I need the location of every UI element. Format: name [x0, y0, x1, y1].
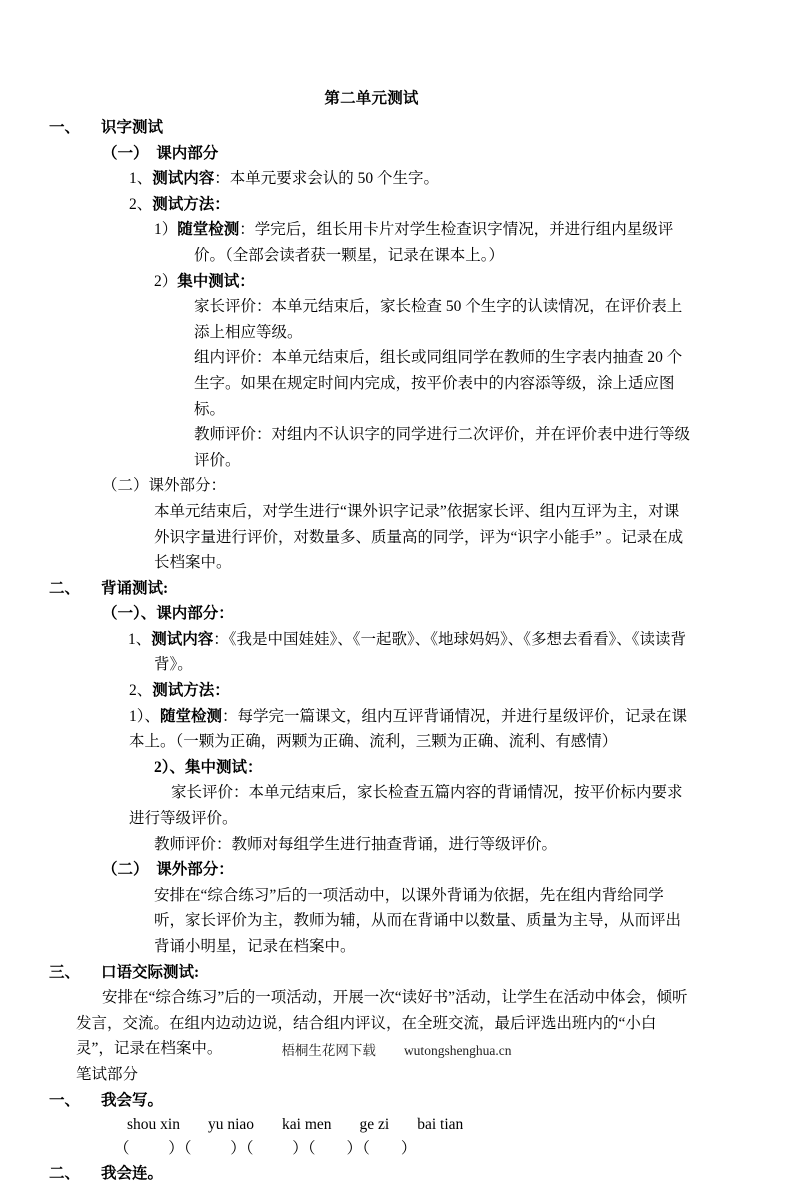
section-2-sub-item-1: [129, 704, 694, 755]
page-footer: [0, 1039, 793, 1059]
section-1-item-2: [129, 192, 694, 218]
section-1-number: 一、: [49, 119, 81, 136]
answer-box-3[interactable]: （ ）: [245, 1140, 308, 1158]
section-2-sub-item-1-text: ：每学完一篇课文，组内互评背诵情况，并进行星级评价，记录在课本上。（一颗为正确，两颗为正确、流利，三颗为正确、流利、有感情）: [129, 707, 688, 751]
pinyin-word-3: kai men: [282, 1116, 332, 1134]
section-1-item-1-number: 1、: [129, 170, 153, 188]
exercise-1-title: 我会写。: [101, 1091, 164, 1109]
section-1-sub-item-2-label: 集中测试: [177, 272, 240, 290]
section-3-number: 三、: [49, 963, 81, 981]
section-1-item-2-label: 测试方法: [152, 195, 215, 213]
pinyin-word-4: ge zi: [359, 1116, 390, 1134]
section-1-heading: [49, 115, 694, 141]
section-1-sub-a-label: （一）: [102, 144, 149, 162]
section-2-item-2: [129, 678, 694, 704]
section-3-heading: [49, 960, 694, 986]
exercise-2-number: 二、: [49, 1165, 81, 1183]
section-1-sub-item-2-text: ：: [239, 272, 255, 290]
section-2-item-1: [128, 627, 694, 678]
answer-box-1[interactable]: （ ）: [114, 1140, 184, 1158]
section-1-item-1-label: 测试内容: [152, 170, 215, 188]
section-2-sub-item-2: [154, 755, 694, 781]
section-2-item-1-number: 1、: [128, 630, 152, 648]
answer-box-2[interactable]: （ ）: [183, 1140, 246, 1158]
section-2-sub-b-label: （二）: [102, 861, 149, 879]
section-1-sub-a-heading: [102, 141, 694, 167]
answer-box-5[interactable]: （ ）: [362, 1140, 417, 1158]
section-1-sub-item-1-text: ：学完后，组长用卡片对学生检查识字情况，并进行组内星级评价。（全部会读者获一颗星，记录在课本上。）: [194, 221, 674, 264]
section-2-sub-b-heading: [102, 857, 694, 883]
section-2-item-2-text: ：: [214, 682, 230, 700]
section-2-heading: [49, 576, 694, 602]
exercise-2-heading: [49, 1161, 694, 1187]
section-1-parent-evaluation: 家长评价：本单元结束后，家长检查 50 个生字的认读情况，在评价表上添上相应等级。: [194, 298, 683, 341]
section-2-sub-item-1-number: 1）、: [129, 707, 161, 725]
section-1-title: 识字测试: [101, 119, 164, 136]
section-2-item-2-label: 测试方法: [152, 682, 215, 700]
section-1-item-1-text: ：本单元要求会认的 50 个生字。: [214, 170, 440, 188]
answer-box-4[interactable]: （ ）: [307, 1140, 363, 1158]
section-2-sub-item-2-label: 集中测试: [185, 758, 248, 776]
pinyin-word-5: bai tian: [417, 1116, 464, 1134]
section-3-title: 口语交际测试:: [101, 963, 200, 981]
section-2-sub-item-2-number: 2）、: [154, 758, 186, 776]
section-1-item-1: [129, 166, 694, 192]
section-1-item-2-text: ：: [214, 195, 230, 213]
section-1-sub-item-1-number: 1）: [154, 221, 178, 239]
section-3-body: 安排在“综合练习”后的一项活动，开展一次“读好书”活动，让学生在活动中体会，倾听发言，交流。在组内边动边说，结合组内评议，在全班交流，最后评选出班内的“小白灵”，记录在档案中。: [76, 989, 688, 1058]
section-1-sub-b-heading: （二）课外部分：: [102, 477, 227, 495]
section-2-item-2-number: 2、: [129, 682, 153, 700]
document-content: [49, 86, 694, 1187]
section-2-teacher-evaluation: 教师评价：教师对每组学生进行抽查背诵，进行等级评价。: [154, 835, 558, 853]
pinyin-word-2: yu niao: [207, 1116, 255, 1134]
section-1-item-2-number: 2、: [129, 195, 153, 213]
section-2-sub-item-1-label: 随堂检测: [160, 707, 223, 725]
section-2-item-1-label: 测试内容: [151, 630, 214, 648]
exercise-1-number: 一、: [49, 1091, 81, 1109]
document-title: 第二单元测试: [324, 90, 419, 107]
pinyin-word-1: shou xin: [127, 1116, 180, 1134]
section-2-sub-b-body: 安排在“综合练习”后的一项活动中，以课外背诵为依据，先在组内背给同学听，家长评价为主，教师为辅，从而在背诵中以数量、质量为主导，从而评出背诵小明星，记录在档案中。: [154, 886, 682, 955]
section-1-sub-b-body: 本单元结束后，对学生进行“课外识字记录”依据家长评、组内互评为主，对课外识字量进行评价，对数量多、质量高的同学，评为“识字小能手” 。记录在成长档案中。: [154, 502, 684, 572]
section-1-sub-item-1-label: 随堂检测: [177, 221, 240, 239]
footer-site-url: wutongshenghua.cn: [403, 1043, 512, 1058]
exercise-1-heading: [49, 1088, 694, 1114]
section-2-sub-item-2-text: ：: [247, 758, 263, 776]
section-2-sub-b-title: 课外部分：: [156, 861, 234, 879]
section-1-sub-a-title: 课内部分: [156, 144, 219, 162]
section-2-title: 背诵测试:: [101, 579, 169, 597]
section-2-item-1-text: ：《我是中国娃娃》、《一起歌》、《地球妈妈》、《多想去看看》、《读读背背》。: [154, 630, 687, 674]
section-1-teacher-evaluation: 教师评价：对组内不认识字的同学进行二次评价，并在评价表中进行等级评价。: [194, 426, 691, 469]
exercise-2-title: 我会连。: [101, 1165, 164, 1183]
section-1-sub-item-1: [154, 217, 694, 268]
section-1-sub-item-2-number: 2）: [154, 272, 178, 290]
footer-site-name: 梧桐生花网下载: [281, 1043, 376, 1058]
exercise-1-pinyin-row: [127, 1113, 694, 1137]
section-2-number: 二、: [49, 579, 81, 597]
written-part-label: 笔试部分: [76, 1065, 139, 1083]
section-1-sub-item-2: [154, 269, 694, 295]
section-2-sub-a-heading: （一）、课内部分：: [102, 605, 234, 623]
exercise-1-answer-row: [114, 1137, 694, 1161]
section-2-parent-evaluation: 家长评价：本单元结束后，家长检查五篇内容的背诵情况，按平价标内要求进行等级评价。: [129, 784, 683, 828]
section-1-group-evaluation: 组内评价：本单元结束后，组长或同组同学在教师的生字表内抽查 20 个生字。如果在规定时间内完成，按平价表中的内容添等级，涂上适应图标。: [194, 349, 683, 418]
